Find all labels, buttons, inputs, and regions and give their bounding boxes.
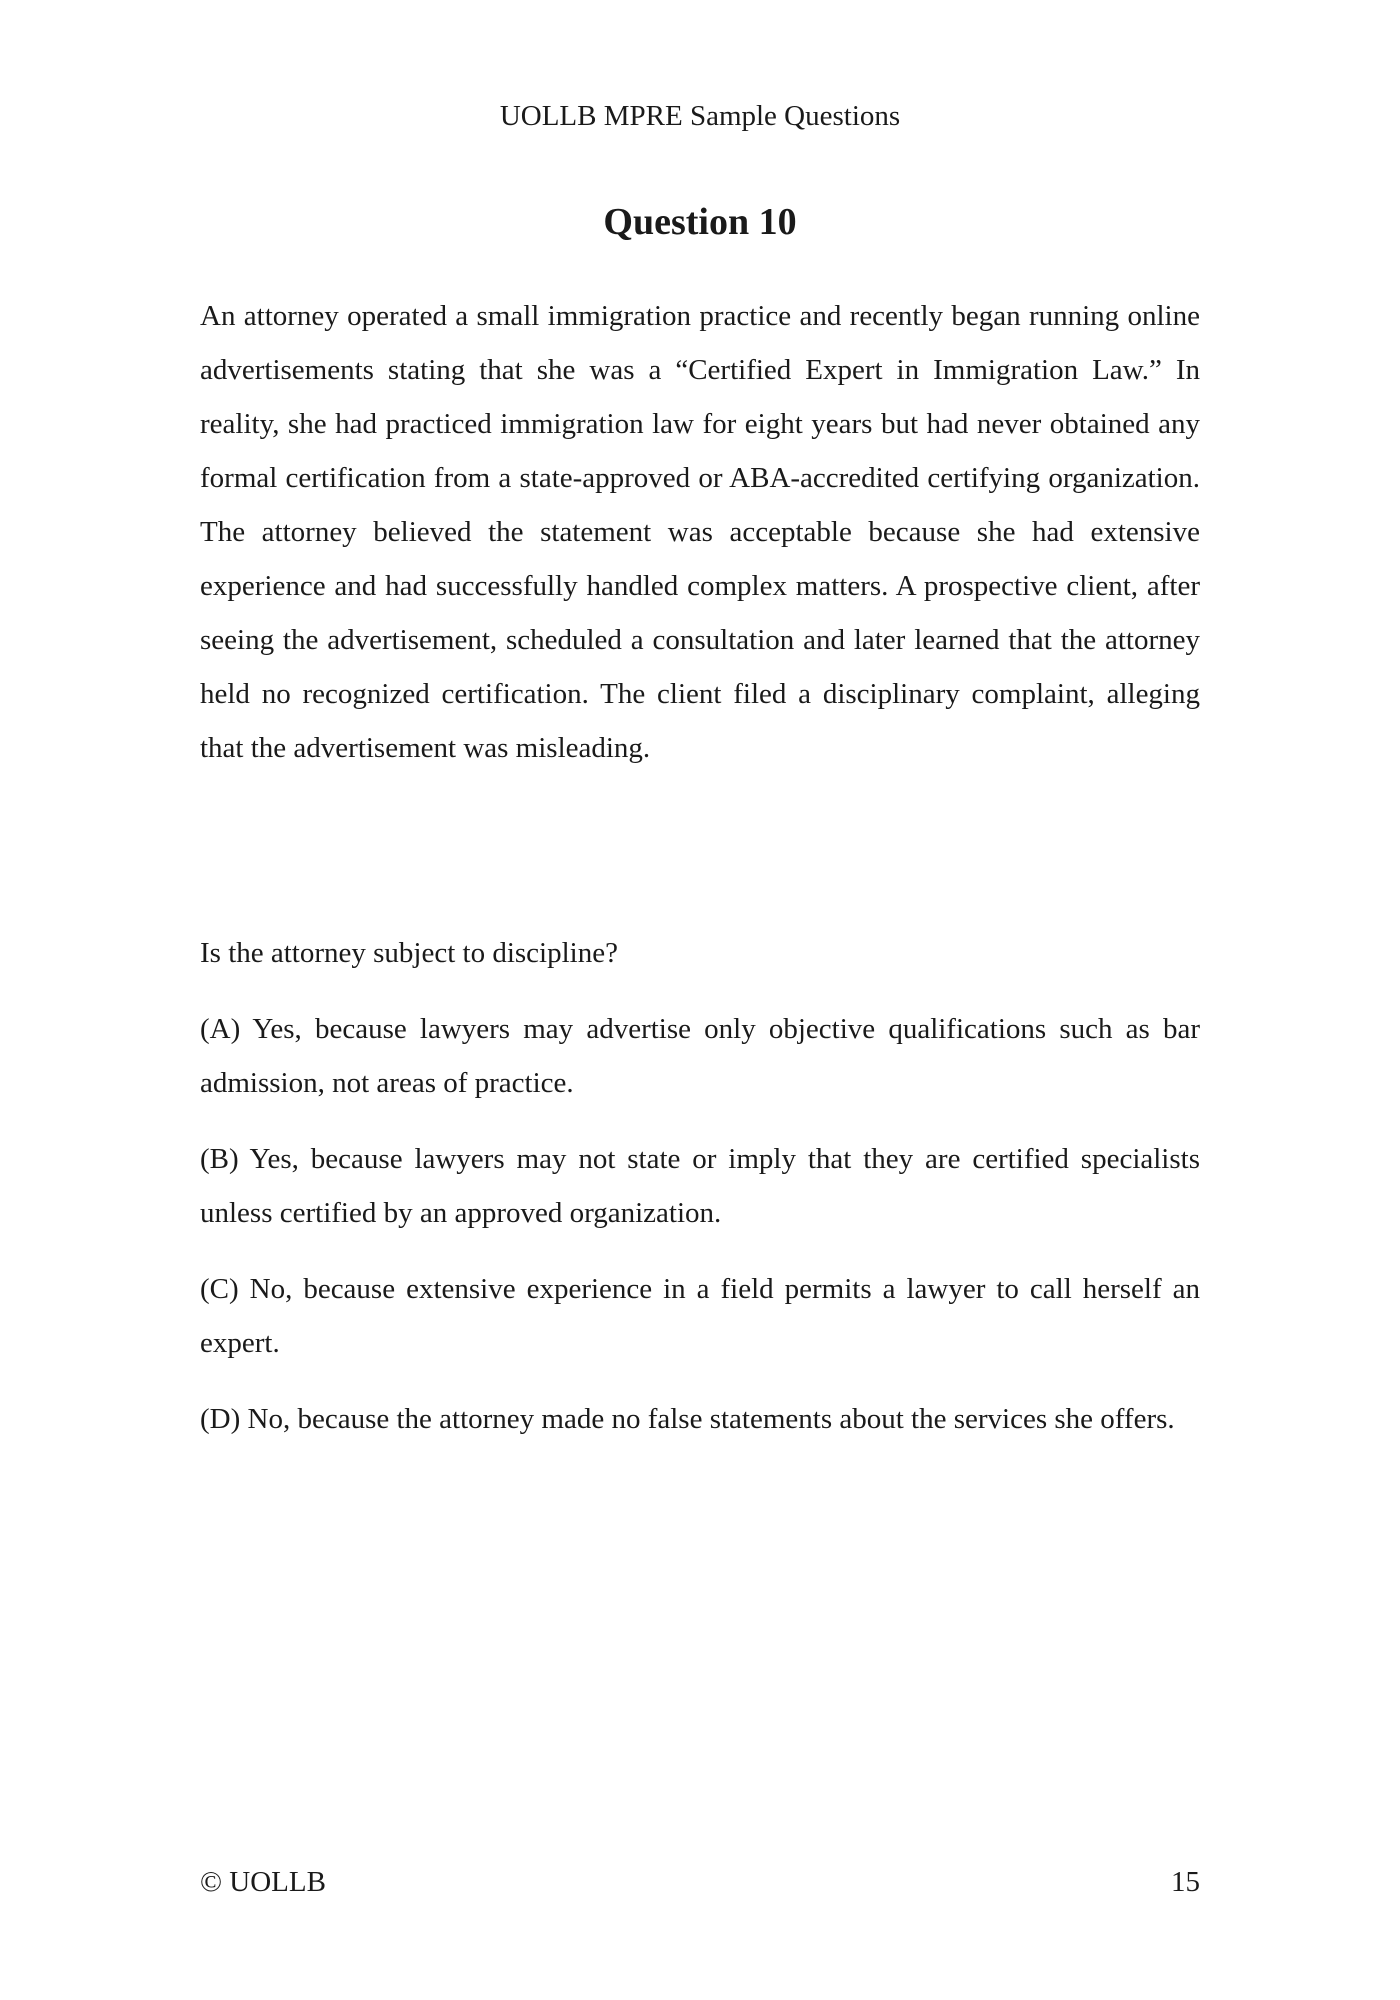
page-number: 15 <box>1171 1866 1200 1898</box>
answer-option-d: (D) No, because the attorney made no false statements about the services she offers. <box>200 1403 1175 1435</box>
answer-option-c: (C) No, because extensive experience in a field permits a lawyer to call herself an expert. <box>200 1273 1200 1359</box>
answer-options <box>200 1002 1200 1468</box>
footer-copyright: © UOLLB <box>200 1866 326 1898</box>
question-title: Question 10 <box>603 201 797 243</box>
running-header: UOLLB MPRE Sample Questions <box>499 100 901 132</box>
question-call: Is the attorney subject to discipline? <box>200 937 618 969</box>
question-stem: An attorney operated a small immigration practice and recently began running online advertisements stating that she was a “Certified Expert in Immigration Law.” In reality, she had practiced immigration law for eight years but had never obtained any formal certification from a state-approved or ABA-accredited certifying organization. The attorney believed the statement was acceptable because she had extensive experience and had successfully handled complex matters. A prospective client, after seeing the advertisement, scheduled a consultation and later learned that the attorney held no recognized certification. The client filed a disciplinary complaint, alleging that the advertisement was misleading. <box>200 300 1200 764</box>
answer-option-a: (A) Yes, because lawyers may advertise only objective qualifications such as bar admission, not areas of practice. <box>200 1013 1200 1099</box>
answer-option-b: (B) Yes, because lawyers may not state or imply that they are certified specialists unless certified by an approved organization. <box>200 1143 1200 1229</box>
